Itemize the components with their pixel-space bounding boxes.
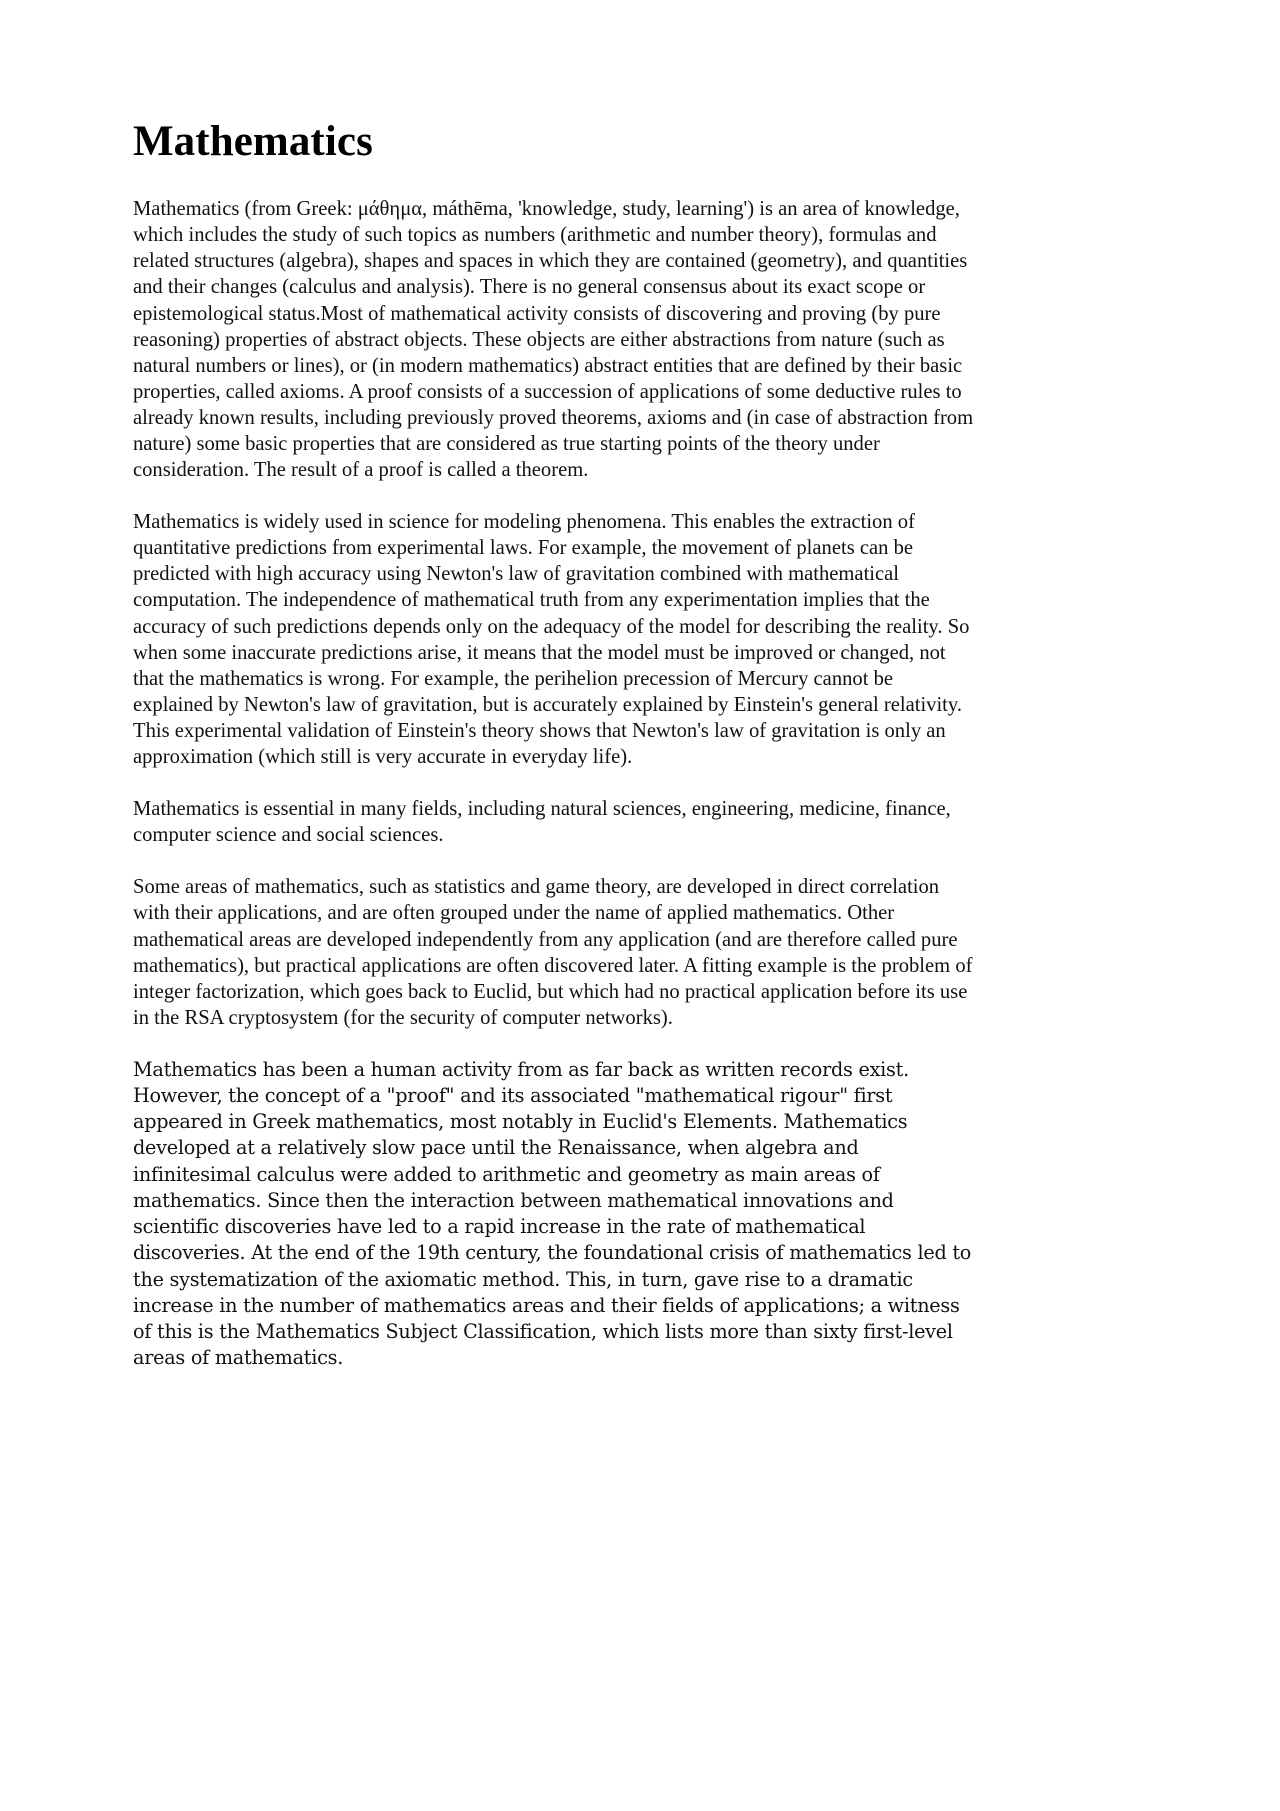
- paragraph-modeling: Mathematics is widely used in science for modeling phenomena. This enables the extraction of quantitative predictions from experimental laws. For example, the movement of planets can be predicted with high accuracy using Newton's law of gravitation combined with mathematical computation. The independence of mathematical truth from any experimentation implies that the accuracy of such predictions depends only on the adequacy of the model for describing the reality. So when some inaccurate predictions arise, it means that the model must be improved or changed, not that the mathematics is wrong. For example, the perihelion precession of Mercury cannot be explained by Newton's law of gravitation, but is accurately explained by Einstein's general relativity. This experimental validation of Einstein's theory shows that Newton's law of gravitation is only an approximation (which still is very accurate in everyday life).: [133, 511, 970, 769]
- page-title: Mathematics: [133, 118, 373, 165]
- paragraph-applied-pure: Some areas of mathematics, such as statistics and game theory, are developed in direct correlation with their applications, and are often grouped under the name of applied mathematics. Other mathematical areas are developed independently from any application (and are therefore called pure mathematics), but practical applications are often discovered later. A fitting example is the problem of integer factorization, which goes back to Euclid, but which had no practical application before its use in the RSA cryptosystem (for the security of computer networks).: [133, 876, 973, 1029]
- paragraph-history: Mathematics has been a human activity from as far back as written records exist. However, the concept of a "proof" and its associated "mathematical rigour" first appeared in Greek mathematics, most notably in Euclid's Elements. Mathematics developed at a relatively slow pace until the Renaissance, when algebra and infinitesimal calculus were added to arithmetic and geometry as main areas of mathematics. Since then the interaction between mathematical innovations and scientific discoveries have led to a rapid increase in the rate of mathematical discoveries. At the end of the 19th century, the foundational crisis of mathematics led to the systematization of the axiomatic method. This, in turn, gave rise to a dramatic increase in the number of mathematics areas and their fields of applications; a witness of this is the Mathematics Subject Classification, which lists more than sixty first-level areas of mathematics.: [133, 1057, 972, 1370]
- paragraph-fields: Mathematics is essential in many fields, including natural sciences, engineering, medicine, finance, computer science and social sciences.: [133, 798, 951, 847]
- paragraph-definition: Mathematics (from Greek: μάθημα, máthēma, 'knowledge, study, learning') is an area of knowledge, which includes the study of such topics as numbers (arithmetic and number theory), formulas and related structures (algebra), shapes and spaces in which they are contained (geometry), and quantities and their changes (calculus and analysis). There is no general consensus about its exact scope or epistemological status.Most of mathematical activity consists of discovering and proving (by pure reasoning) properties of abstract objects. These objects are either abstractions from nature (such as natural numbers or lines), or (in modern mathematics) abstract entities that are defined by their basic properties, called axioms. A proof consists of a succession of applications of some deductive rules to already known results, including previously proved theorems, axioms and (in case of abstraction from nature) some basic properties that are considered as true starting points of the theory under consideration. The result of a proof is called a theorem.: [133, 198, 974, 482]
- document-body: [133, 118, 978, 1371]
